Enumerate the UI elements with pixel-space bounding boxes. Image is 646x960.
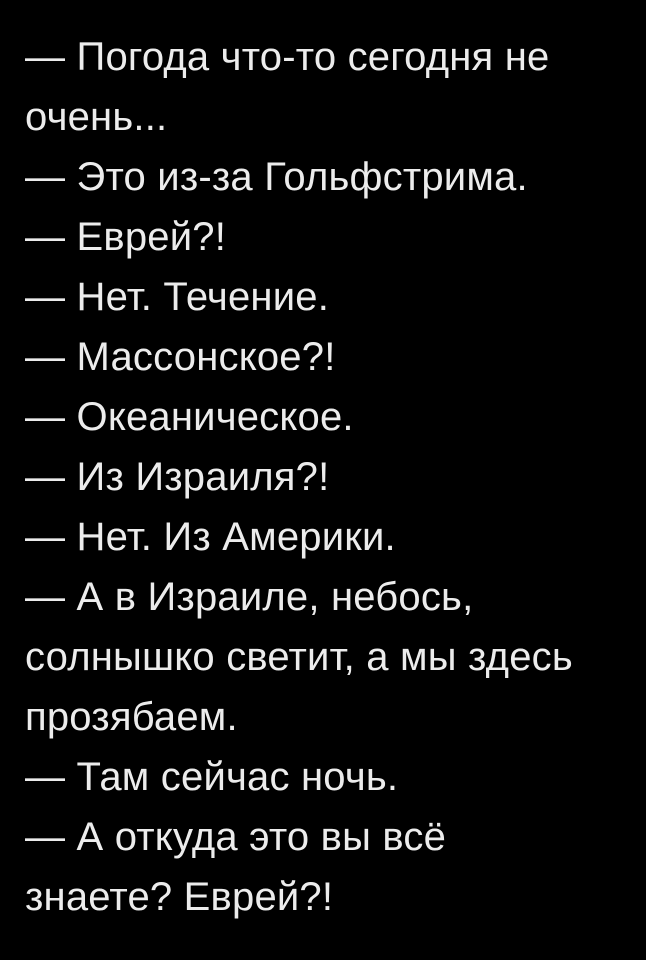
dialog-line: — Погода что-то сегодня не — [25, 35, 550, 79]
dialog-line: — Это из-за Гольфстрима. — [25, 155, 528, 199]
dialog-line: знаете? Еврей?! — [25, 875, 334, 919]
dialog-line: — Нет. Течение. — [25, 275, 330, 319]
dialog-line: — Массонское?! — [25, 335, 336, 379]
dialog-line: — Нет. Из Америки. — [25, 515, 396, 559]
dialog-line: — Океаническое. — [25, 395, 354, 439]
dialog-line: — Из Израиля?! — [25, 455, 330, 499]
dialog-line: солнышко светит, а мы здесь — [25, 635, 573, 679]
dialog-line: прозябаем. — [25, 695, 238, 739]
dialog-line: — Еврей?! — [25, 215, 227, 259]
dialog-line: очень... — [25, 95, 168, 139]
dialog-line: — Там сейчас ночь. — [25, 755, 399, 799]
dialog-line: — А откуда это вы всё — [25, 815, 447, 859]
dialog-line: — А в Израиле, небось, — [25, 575, 474, 619]
